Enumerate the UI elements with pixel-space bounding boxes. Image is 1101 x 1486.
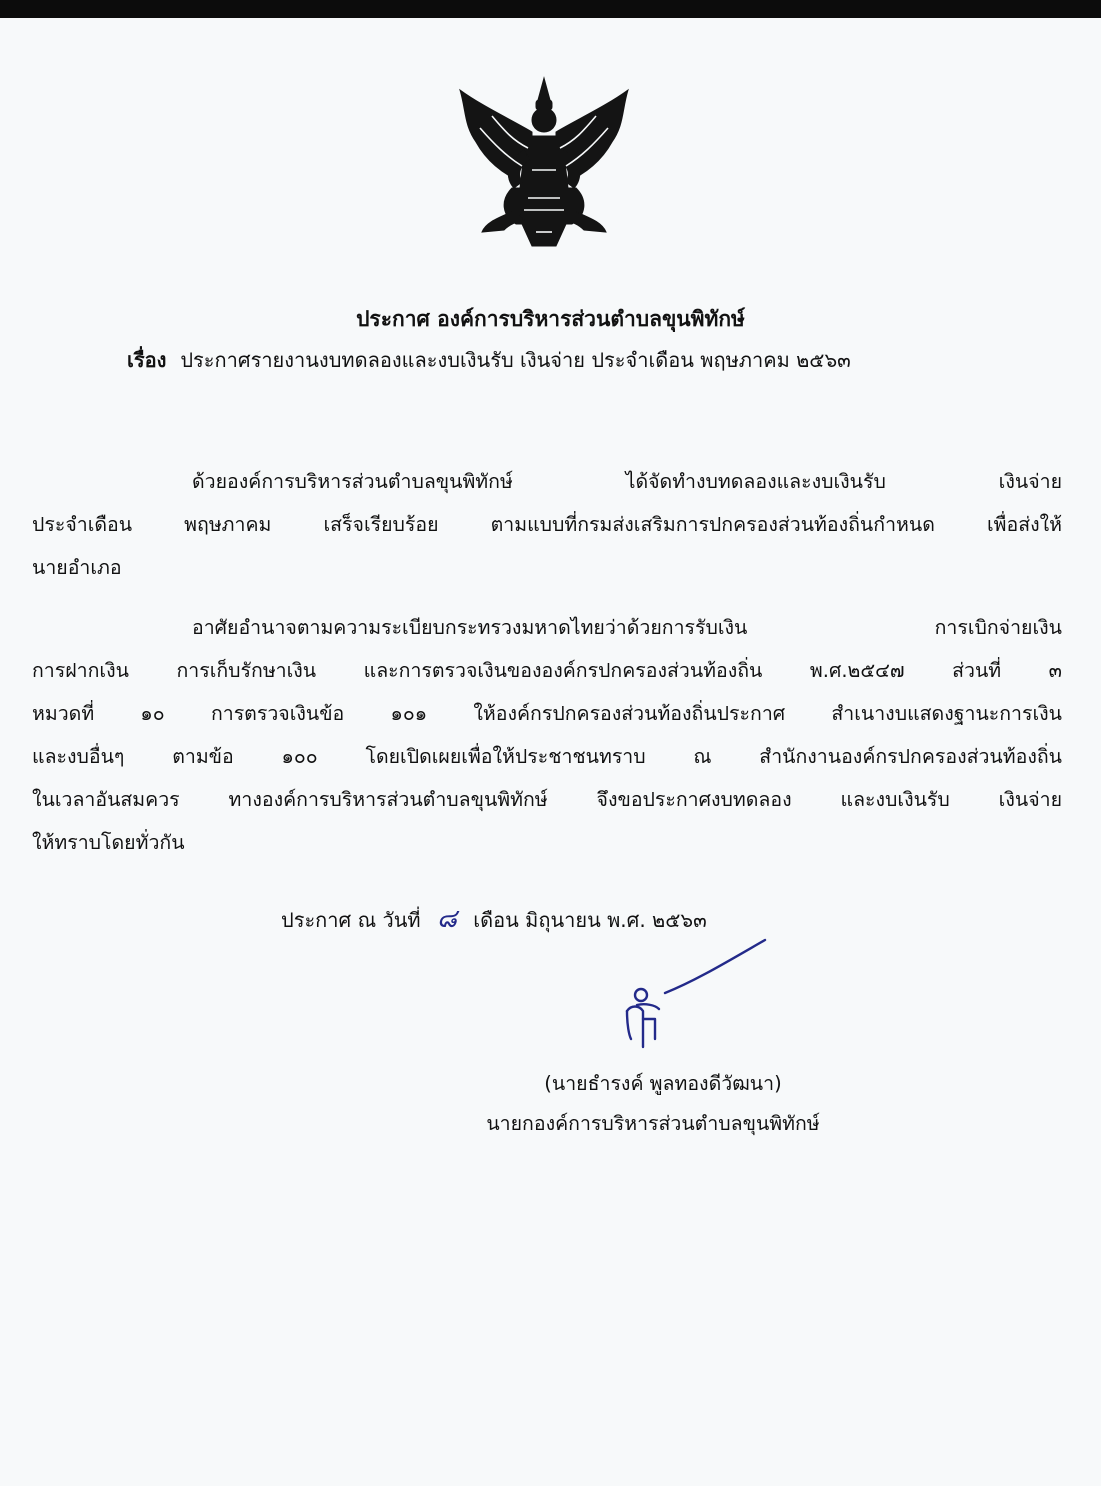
date-suffix: เดือน มิถุนายน พ.ศ. ๒๕๖๓ (473, 908, 707, 932)
paragraph-line: ประจำเดือน พฤษภาคม เสร็จเรียบร้อย ตามแบบที่กรมส่งเสริมการปกครองส่วนท้องถิ่นกำหนด เพื่อส่งให้ (32, 513, 1062, 536)
paragraph-line: หมวดที่ ๑๐ การตรวจเงินข้อ ๑๐๑ ให้องค์กรปกครองส่วนท้องถิ่นประกาศ สำเนางบแสดงฐานะการเงิน (32, 702, 1062, 725)
paragraph-line: ด้วยองค์การบริหารส่วนตำบลขุนพิทักษ์ ได้จัดทำงบทดลองและงบเงินรับ เงินจ่าย (192, 470, 1062, 493)
date-prefix: ประกาศ ณ วันที่ (281, 908, 421, 932)
announcement-date (281, 898, 707, 939)
subject-label: เรื่อง (127, 348, 167, 372)
signatory-name: (นายธำรงค์ พูลทองดีวัฒนา) (544, 1072, 782, 1095)
paragraph-line: อาศัยอำนาจตามความระเบียบกระทรวงมหาดไทยว่าด้วยการรับเงิน การเบิกจ่ายเงิน (192, 616, 1062, 639)
top-dark-border (0, 0, 1101, 18)
garuda-emblem-icon (452, 70, 636, 250)
subject-line (127, 344, 851, 376)
paragraph-line: การฝากเงิน การเก็บรักษาเงิน และการตรวจเงินขององค์กรปกครองส่วนท้องถิ่น พ.ศ.๒๕๔๗ ส่วนที่ ๓ (32, 659, 1062, 682)
date-day-handwritten: ๘ (436, 904, 457, 934)
signatory-position: นายกองค์การบริหารส่วนตำบลขุนพิทักษ์ (486, 1112, 820, 1135)
paragraph-line: ให้ทราบโดยทั่วกัน (32, 831, 185, 854)
announcement-title: ประกาศ องค์การบริหารส่วนตำบลขุนพิทักษ์ (356, 307, 745, 331)
paragraph-line: ในเวลาอันสมควร ทางองค์การบริหารส่วนตำบลขุนพิทักษ์ จึงขอประกาศงบทดลอง และงบเงินรับ เงินจ่าย (32, 788, 1062, 811)
paragraph-line: นายอำเภอ (32, 556, 122, 579)
paragraph-line: และงบอื่นๆ ตามข้อ ๑๐๐ โดยเปิดเผยเพื่อให้ประชาชนทราบ ณ สำนักงานองค์กรปกครองส่วนท้องถิ่น (32, 745, 1062, 768)
handwritten-signature (615, 935, 775, 1055)
subject-text: ประกาศรายงานงบทดลองและงบเงินรับ เงินจ่าย ประจำเดือน พฤษภาคม ๒๕๖๓ (180, 348, 851, 372)
